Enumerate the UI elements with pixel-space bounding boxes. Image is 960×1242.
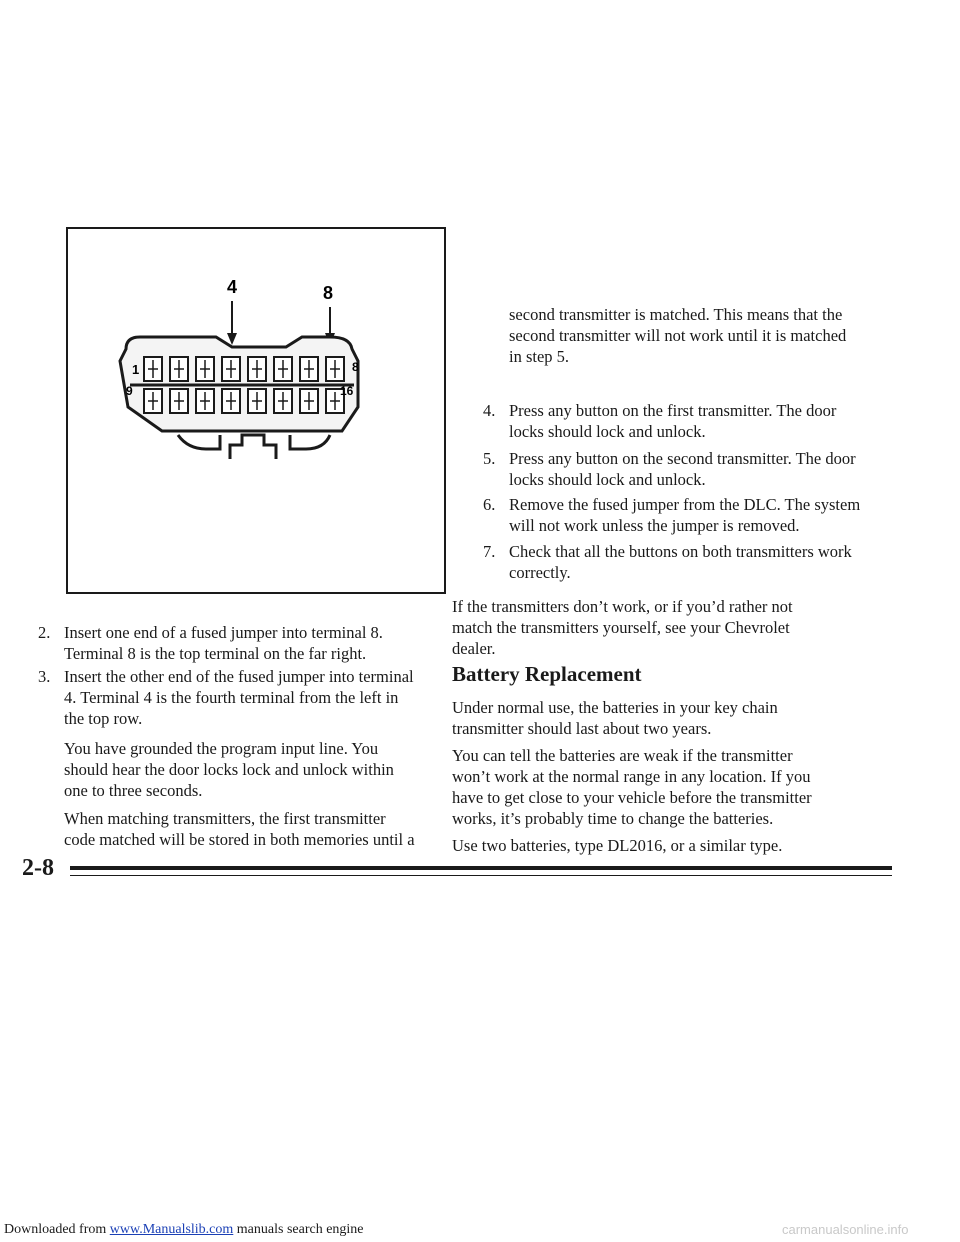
right-step-5-line: locks should lock and unlock. (509, 470, 706, 489)
help-line: match the transmitters yourself, see your Chevrolet (452, 618, 790, 637)
left-step-3-line: 4. Terminal 4 is the fourth terminal from the left in (64, 688, 399, 707)
left-paragraph-line: one to three seconds. (64, 781, 203, 800)
connector-key-right (290, 435, 330, 449)
download-banner (4, 1222, 364, 1238)
right-step-6-line: will not work unless the jumper is removed. (509, 516, 800, 535)
pin-label-8: 8 (352, 360, 359, 374)
battery-paragraph-line: transmitter should last about two years. (452, 719, 712, 738)
right-step-4-line: locks should lock and unlock. (509, 422, 706, 441)
left-paragraph-line: should hear the door locks lock and unlock within (64, 760, 394, 779)
help-line: If the transmitters don’t work, or if you’d rather not (452, 597, 793, 616)
left-step-3-line: Insert the other end of the fused jumper into terminal (64, 667, 414, 686)
banner-suffix: manuals search engine (233, 1222, 364, 1237)
left-step-3-number: 3. (38, 667, 51, 686)
left-paragraph-line: You have grounded the program input line. You (64, 739, 379, 758)
right-step-6-line: Remove the fused jumper from the DLC. The system (509, 495, 861, 514)
battery-paragraph-line: won’t work at the normal range in any location. If you (452, 767, 811, 786)
continuation-line: second transmitter is matched. This means that the (509, 305, 843, 324)
right-step-4-number: 4. (483, 401, 496, 420)
battery-paragraph-line: You can tell the batteries are weak if the transmitter (452, 746, 793, 765)
footer-rule-thin (70, 875, 892, 876)
continuation-line: second transmitter will not work until it is matched (509, 326, 847, 345)
page-number: 2-8 (22, 855, 54, 881)
left-paragraph-line: code matched will be stored in both memories until a (64, 830, 415, 849)
left-step-2-line: Insert one end of a fused jumper into terminal 8. (64, 623, 383, 642)
help-line: dealer. (452, 639, 496, 658)
continuation-line: in step 5. (509, 347, 570, 366)
battery-paragraph-line: Under normal use, the batteries in your key chain (452, 698, 778, 717)
battery-paragraph-line: works, it’s probably time to change the batteries. (452, 809, 774, 828)
callout-8: 8 (322, 283, 334, 303)
left-paragraph-line: When matching transmitters, the first transmitter (64, 809, 386, 828)
right-step-7-number: 7. (483, 542, 496, 561)
pin-label-1: 1 (132, 362, 140, 377)
battery-paragraph-line: Use two batteries, type DL2016, or a similar type. (452, 836, 783, 855)
footer-rule (70, 866, 892, 870)
right-step-4-line: Press any button on the first transmitter. The door (509, 401, 837, 420)
callout-4: 4 (226, 277, 238, 297)
right-step-7-line: Check that all the buttons on both transmitters work (509, 542, 852, 561)
right-step-5-number: 5. (483, 449, 496, 468)
dlc-connector-diagram (68, 229, 444, 592)
pin-label-16: 16 (340, 384, 354, 398)
pin-label-9: 9 (126, 384, 133, 398)
connector-key-center (230, 435, 276, 459)
left-step-2-number: 2. (38, 623, 51, 642)
left-step-3-line: the top row. (64, 709, 143, 728)
battery-paragraph-line: have to get close to your vehicle before the transmitter (452, 788, 812, 807)
connector-key-left (178, 435, 220, 449)
connector-figure (66, 227, 446, 594)
left-step-2-line: Terminal 8 is the top terminal on the far right. (64, 644, 367, 663)
manualslib-link[interactable]: www.Manualslib.com (109, 1222, 234, 1237)
watermark-text: carmanualsonline.info (782, 1222, 909, 1237)
section-heading: Battery Replacement (452, 662, 642, 686)
right-step-5-line: Press any button on the second transmitter. The door (509, 449, 856, 468)
banner-prefix: Downloaded from (4, 1222, 110, 1237)
right-step-7-line: correctly. (509, 563, 571, 582)
right-step-6-number: 6. (483, 495, 496, 514)
